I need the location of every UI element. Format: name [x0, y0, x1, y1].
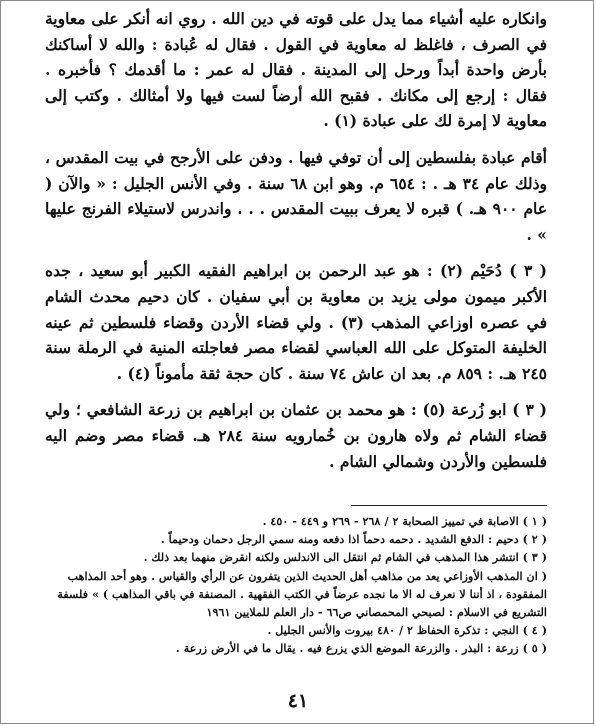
footnote-4: ( ٤ ) النجي : تذكرة الحفاظ ٢ / ٤٨٠ بيروت والأنس الجليل . [267, 623, 547, 638]
paragraph-ubada-death: أقام عبادة بفلسطين إلى أن توفي فيها . ودفن على الأرجح في بيت المقدس ، وذلك عام ٣٤ هـ . : ٦٥٤ م. وهو ابن ٦٨ سنة . وفي الأنس الجليل : « والآن ( عام ٩٠٠ هـ. ) قبره لا يعرف ببيت المقدس . . . واندرس لاستيلاء الفرنج عليها » . [45, 147, 548, 244]
footnote-3-continued: ( ان المذهب الأوزاعي يعد من مذاهب أهل الحديث الذين يتفرون عن الرأي والقياس . وهو أحد المذاهب المفقودة ، اذ أننا لا نعرف له الا ما نجده عرضاً في الكتب الفقهية . المصنفة في باقي المذاهب ) » فلسفة التشريع في الاسلام : لصبحي المحمصاني ص٦٦ - دار العلم للملايين ١٩٦١ [57, 568, 547, 620]
footnotes [45, 512, 547, 658]
paragraph-abu-zura: ( ٣ ) ابو زُرعة (٥) : هو محمد بن عثمان بن ابراهيم بن زرعة الشافعي ؛ ولي قضاء الشام ثم ولاه هارون بن خُمارويه سنة ٢٨٤ هـ. قضاء مصر وضم اليه فلسطين والأردن وشمالي الشام . [45, 400, 548, 471]
footnote-2: ( ٢ ) دحيم : الدفع الشديد . دحمه دحماً اذا دفعه ومنه سمي الرجل دحمان ودحيماً . [160, 532, 547, 547]
paragraph-duhaim: ( ٣ ) دُحَيْم (٢) : هو عبد الرحمن بن ابراهيم الفقيه الكبير أبو سعيد ، جده الأكبر ميمون مولى يزيد بن معاوية بن أبي سفيان . كان دحيم محدث الشام في عصره اوزاعي المذهب (٣) . ولي قضاء الأردن وقضاء فلسطين ثم عينه الخليفة المتوكل على الله العباسي لقضاء مصر فعاجلته المنية في الرملة سنة ٢٤٥ هـ. : ٨٥٩ م. بعد ان عاش ٧٤ سنة . كان حجة ثقة مأموناً (٤) . [45, 261, 547, 383]
footnote-5: ( ٥ ) زرعة : البذر . والزرعة الموضع الذي يزرع فيه . يقال ما في الأرض زرعة . [175, 641, 547, 656]
footnote-region [45, 0, 547, 726]
footnote-divider [351, 505, 547, 506]
footnote-1: ( ١ ) الاصابة في تمييز الصحابة ٢ / ٢٦٨ - ٢٦٩ و ٤٤٩ - ٤٥٠ . [262, 514, 547, 528]
page-number: ٤١ [287, 690, 309, 712]
paragraph-ubada-reproach: وانكاره عليه أشياء مما يدل على قوته في دين الله . روي انه أنكر على معاوية في الصرف ، فاغلظ له معاوية في القول . فقال له عُبادة : والله لا أساكنك بأرض واحدة أبداً ورحل إلى المدينة . فقال له عمر : ما أقدمك ؟ فأخبره . فقال : إرجع إلى مكانك . فقبح الله أرضاً لست فيها ولا أمثالك . وكتب إلى معاوية لا إمرة لك على عبادة (١) . [45, 9, 547, 131]
footnote-3: ( ٣ ) انتشر هذا المذهب في الشام ثم انتقل الى الاندلس ولكنه انقرض منهما بعد ذلك . [143, 550, 547, 565]
